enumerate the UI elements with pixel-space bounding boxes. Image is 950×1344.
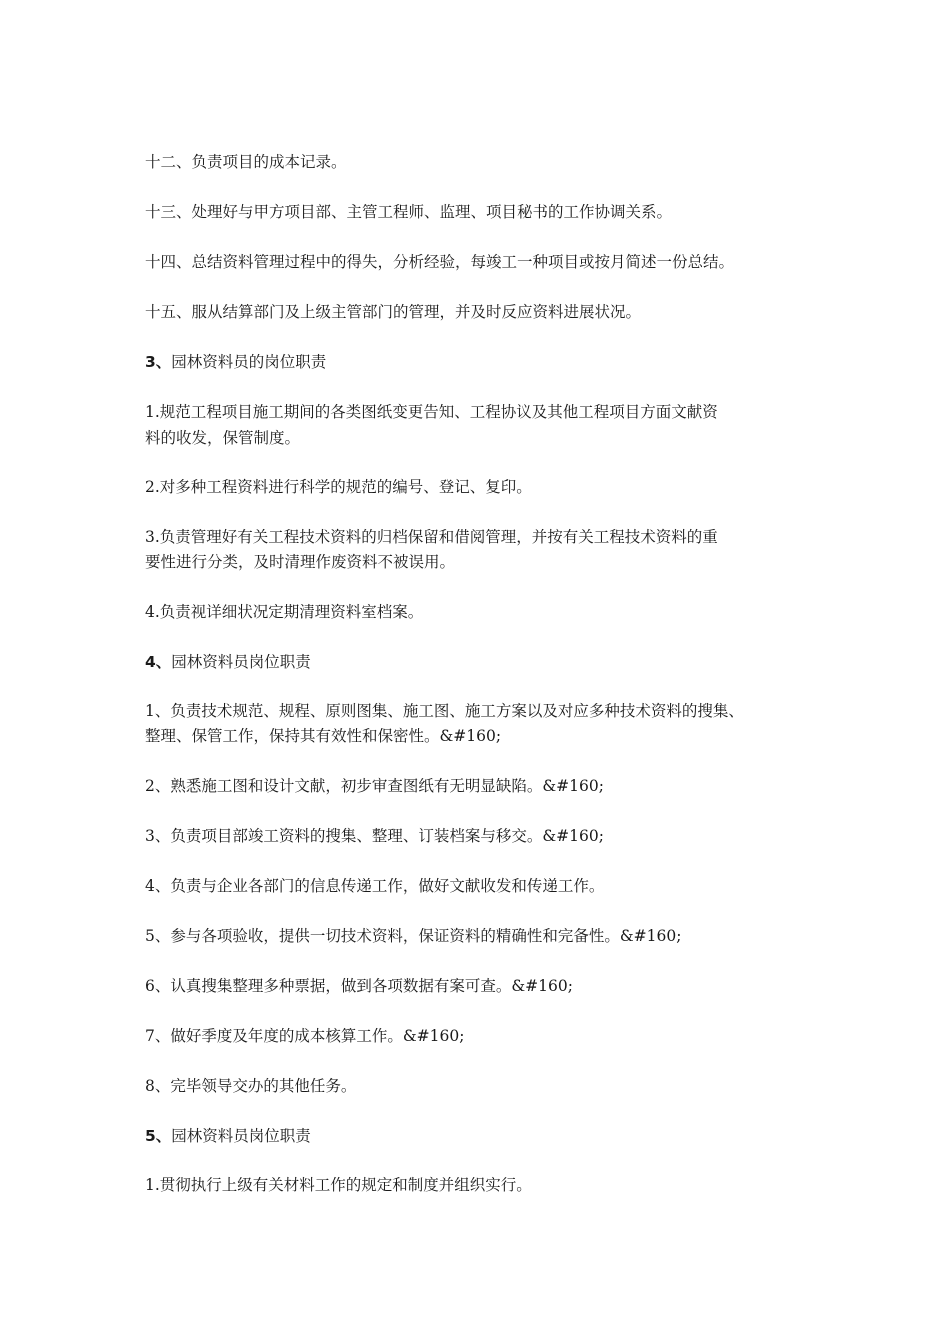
section-3-item-4: 4.负责视详细状况定期清理资料室档案。 <box>145 603 424 621</box>
section-5-number: 5、 <box>145 1127 172 1145</box>
section-4-item-3: 3、负责项目部竣工资料的搜集、整理、订装档案与移交。&#160; <box>145 827 604 845</box>
item-12: 十二、负责项目的成本记录。 <box>145 153 347 171</box>
section-3-item-1-line-1: 1.规范工程项目施工期间的各类图纸变更告知、工程协议及其他工程项目方面文献资 <box>145 403 718 421</box>
section-3-number: 3、 <box>145 353 172 371</box>
section-4-number: 4、 <box>145 653 172 671</box>
item-13: 十三、处理好与甲方项目部、主管工程师、监理、项目秘书的工作协调关系。 <box>145 203 673 221</box>
section-4-title: 园林资料员岗位职责 <box>171 653 311 671</box>
section-4-item-1-line-2: 整理、保管工作，保持其有效性和保密性。&#160; <box>145 727 502 745</box>
section-3-title: 园林资料员的岗位职责 <box>171 353 327 371</box>
section-5-item-1: 1.贯彻执行上级有关材料工作的规定和制度并组织实行。 <box>145 1176 532 1194</box>
section-4-item-5: 5、参与各项验收，提供一切技术资料，保证资料的精确性和完备性。&#160; <box>145 927 682 945</box>
section-4-item-6: 6、认真搜集整理多种票据，做到各项数据有案可查。&#160; <box>145 977 573 995</box>
item-14: 十四、总结资料管理过程中的得失，分析经验，每竣工一种项目或按月简述一份总结。 <box>145 253 735 271</box>
section-3-heading <box>145 349 825 375</box>
section-5-title: 园林资料员岗位职责 <box>171 1127 311 1145</box>
section-4-item-4: 4、负责与企业各部门的信息传递工作，做好文献收发和传递工作。 <box>145 877 605 895</box>
section-3-item-3-line-2: 要性进行分类，及时清理作废资料不被误用。 <box>145 553 456 571</box>
section-3-item-3-line-1: 3.负责管理好有关工程技术资料的归档保留和借阅管理，并按有关工程技术资料的重 <box>145 528 718 546</box>
section-4-item-2: 2、熟悉施工图和设计文献，初步审查图纸有无明显缺陷。&#160; <box>145 777 604 795</box>
item-15: 十五、服从结算部门及上级主管部门的管理，并及时反应资料进展状况。 <box>145 303 642 321</box>
section-3-item-2: 2.对多种工程资料进行科学的规范的编号、登记、复印。 <box>145 478 532 496</box>
section-4-heading <box>145 649 825 675</box>
section-4-item-1-line-1: 1、负责技术规范、规程、原则图集、施工图、施工方案以及对应多种技术资料的搜集、 <box>145 702 744 720</box>
section-3-item-1-line-2: 料的收发，保管制度。 <box>145 429 301 447</box>
section-4-item-8: 8、完毕领导交办的其他任务。 <box>145 1077 357 1095</box>
section-5-heading <box>145 1123 825 1149</box>
section-4-item-7: 7、做好季度及年度的成本核算工作。&#160; <box>145 1027 465 1045</box>
